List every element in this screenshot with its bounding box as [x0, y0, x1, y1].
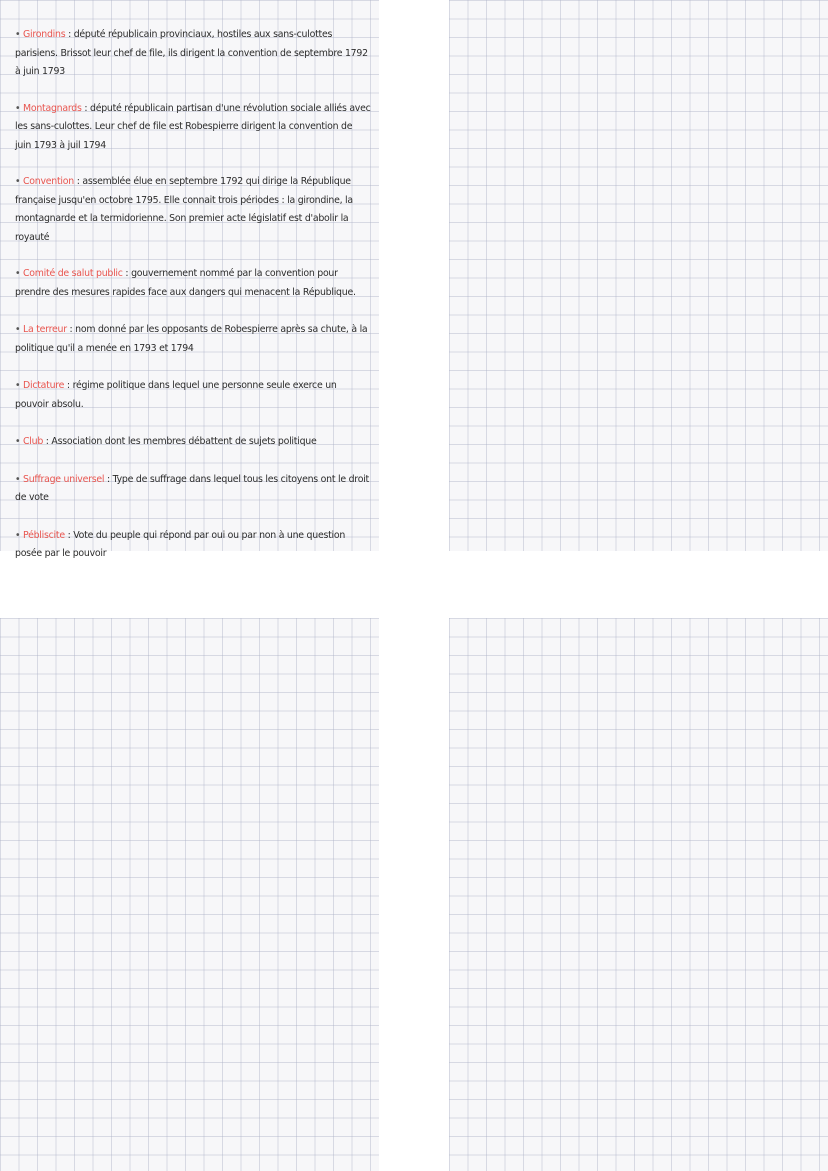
- vocabulary-list: [15, 26, 371, 583]
- definition-text: : député républicain partisan d'une révolution sociale alliés avec les sans-culottes. Leur chef de file est Robespierre dirigent la convention de juin 1793 à juil 1794: [15, 102, 371, 151]
- notebook-page-4: [449, 618, 828, 1171]
- term-label: La terreur: [23, 324, 67, 335]
- definition-text: : Vote du peuple qui répond par oui ou par non à une question posée par le pouvoir: [15, 529, 346, 559]
- bullet: •: [15, 268, 24, 279]
- term-label: Comité de salut public: [23, 268, 123, 279]
- definition-text: : régime politique dans lequel une personne seule exerce un pouvoir absolu.: [15, 380, 337, 410]
- term-label: Suffrage universel: [23, 473, 105, 485]
- bullet: •: [15, 29, 24, 40]
- bullet: •: [15, 436, 24, 447]
- term-label: Girondins: [23, 29, 66, 40]
- term-label: Club: [23, 436, 44, 447]
- notebook-page-1: [0, 0, 379, 559]
- definition-text: : Association dont les membres débattent de sujets politique: [43, 436, 317, 447]
- bullet: •: [15, 380, 24, 391]
- definition-text: : gouvernement nommé par la convention pour prendre des mesures rapides face aux dangers qui menacent la République.: [15, 268, 356, 298]
- bullet: •: [15, 473, 24, 485]
- bullet: •: [15, 102, 24, 114]
- definition-text: : assemblée élue en septembre 1792 qui dirige la République française jusqu'en octobre 1795. Elle connait trois périodes : la girondine, la montagnarde et la termidorienne. Son premier acte législatif est d'abolir la royauté: [15, 176, 353, 243]
- entry-montagnards: [15, 100, 371, 156]
- bullet: •: [15, 529, 24, 541]
- entry-convention: [15, 173, 371, 247]
- term-label: Pébliscite: [23, 529, 65, 541]
- definition-text: : nom donné par les opposants de Robespierre après sa chute, à la politique qu'il a menée en 1793 et 1794: [15, 324, 368, 354]
- notebook-page-2: [449, 0, 828, 551]
- entry-suffrage-universel: [15, 471, 371, 508]
- bullet: •: [15, 324, 24, 335]
- entry-plebiscite: [15, 527, 371, 564]
- definition-text: : Type de suffrage dans lequel tous les citoyens ont le droit de vote: [15, 473, 369, 503]
- notebook-page-3: [0, 618, 379, 1171]
- definition-text: : député républicain provinciaux, hostiles aux sans-culottes parisiens. Brissot leur chef de file, ils dirigent la convention de septembre 1792 à juin 1793: [15, 29, 368, 77]
- term-label: Convention: [23, 176, 74, 187]
- term-label: Dictature: [23, 380, 65, 391]
- entry-comite-de-salut-public: [15, 265, 371, 302]
- entry-dictature: [15, 377, 371, 414]
- entry-club: [15, 433, 371, 452]
- entry-girondins: [15, 26, 371, 82]
- bullet: •: [15, 176, 24, 187]
- entry-la-terreur: [15, 321, 371, 358]
- term-label: Montagnards: [23, 102, 82, 114]
